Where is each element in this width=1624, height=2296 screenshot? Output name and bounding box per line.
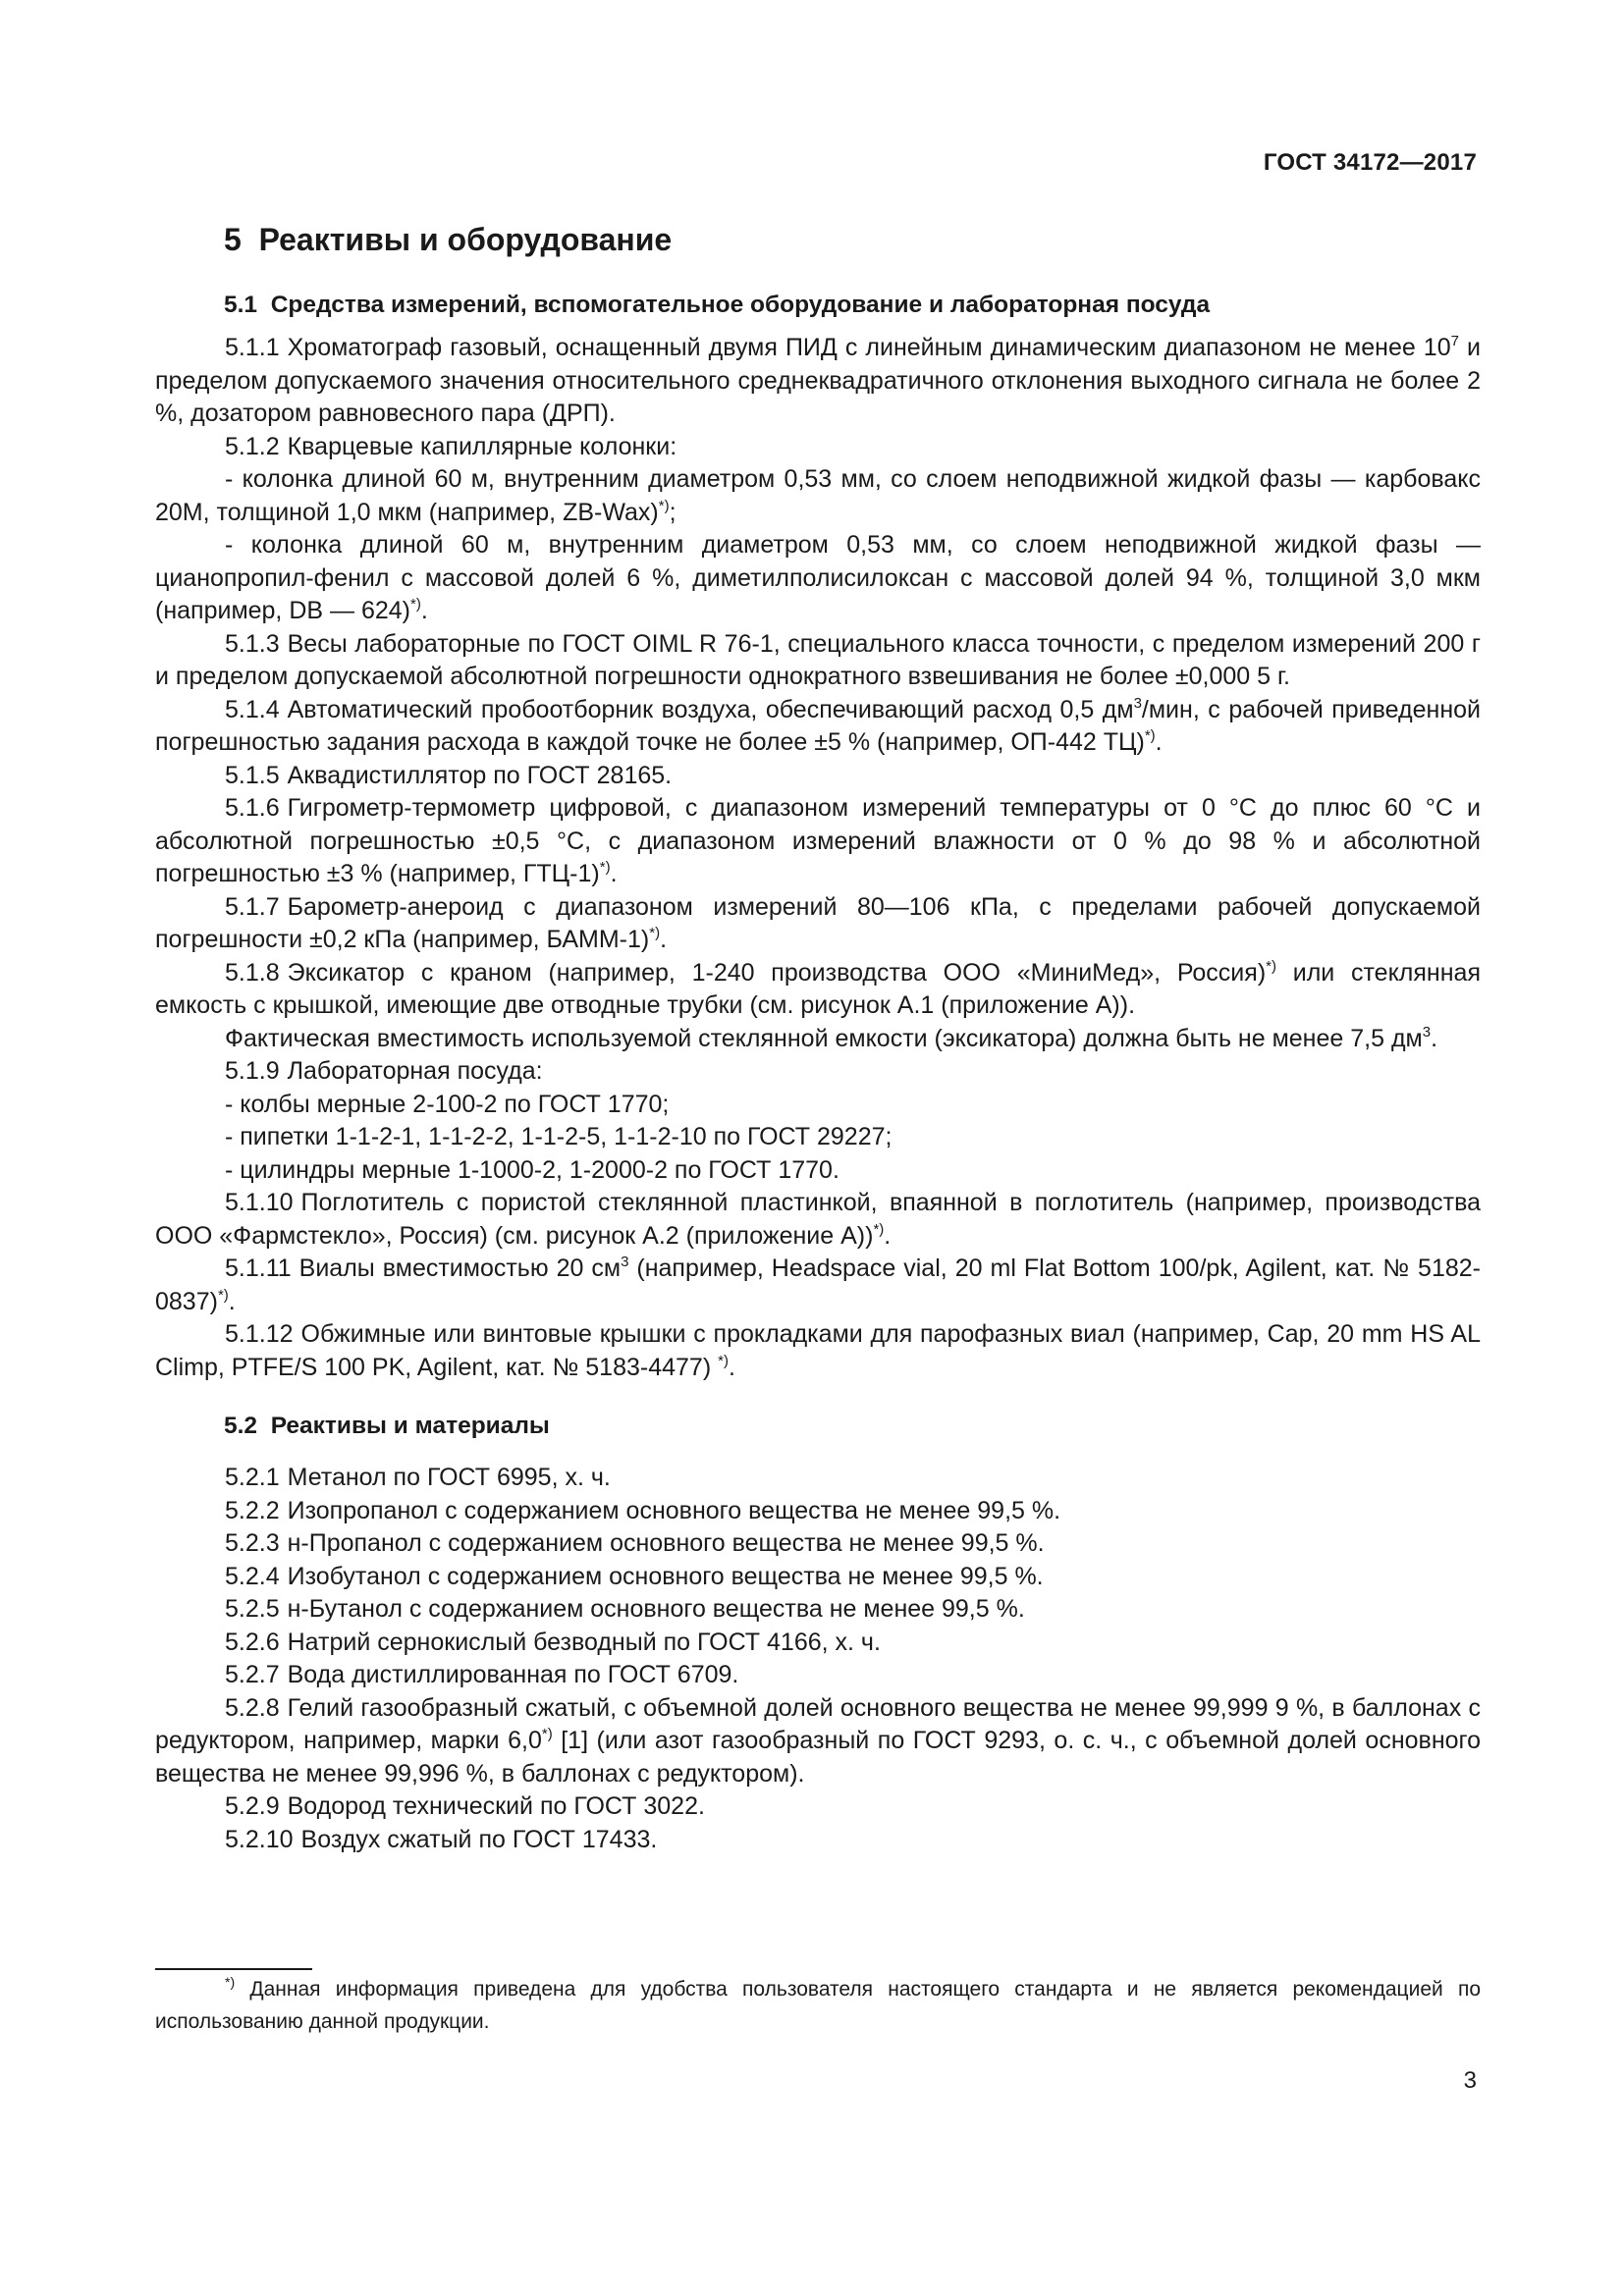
clause-text: Воздух сжатый по ГОСТ 17433. [300,1825,658,1853]
punctuation: . [228,1287,236,1315]
footnote-mark: *) [1266,957,1276,975]
clause-text: Изобутанол с содержанием основного вещества не менее 99,5 %. [287,1562,1044,1590]
clause-text: Обжимные или винтовые крышки с прокладками для парофазных виал (например, Cap, 20 mm HS AL Climp, PTFE/S 100 PK, Agilent, кат. № 5183-4477) [155,1320,1481,1381]
list-item-pipettes [155,1121,1481,1154]
clause-text: Вода дистиллированная по ГОСТ 6709. [287,1661,739,1688]
punctuation: . [660,926,668,953]
clause-text: Кварцевые капиллярные колонки: [287,432,677,460]
clause-text: (например, Headspace vial, 20 ml Flat Bottom 100/pk, Agilent, кат. № 5182-0837) [155,1255,1481,1315]
page-number: 3 [1463,2067,1477,2094]
footnote-mark: *) [873,1220,885,1238]
clause-number: 5.1.2 [225,432,280,460]
clause-5-1-8-note [155,1023,1481,1056]
clause-text: [1] (или азот газообразный по ГОСТ 9293, о. с. ч., с объемной долей основного вещества не менее 99,996 %, в баллонах с редуктором). [155,1727,1481,1788]
clause-5-1-4 [155,694,1481,760]
footnote-divider [155,1968,312,1970]
clause-5-1-10 [155,1187,1481,1253]
clause-text: н-Бутанол с содержанием основного вещества не менее 99,5 %. [287,1595,1025,1623]
clause-number: 5.2.10 [225,1825,294,1853]
section-title: Реактивы и оборудование [258,222,673,257]
clause-5-1-2 [155,431,1481,464]
clause-5-2-6 [155,1627,1481,1660]
clause-5-1-7 [155,891,1481,957]
clause-number: 5.2.6 [225,1628,280,1656]
clause-text: Виалы вместимостью 20 см [298,1255,622,1282]
footnote-mark: *) [410,596,421,613]
clause-text: Весы лабораторные по ГОСТ OIML R 76-1, специального класса точности, с пределом измерений 200 г и пределом допускаемой абсолютной погрешности однократного взвешивания не более ±0,000 5 г. [155,629,1481,690]
clause-text: Лабораторная посуда: [287,1057,543,1085]
footnote-mark: *) [541,1726,553,1742]
superscript: 7 [1450,333,1459,349]
clause-text: Гелий газообразный сжатый, с объемной долей основного вещества не менее 99,999 9 %, в баллонах с редуктором, например, марки 6,0 [155,1693,1481,1754]
clause-5-2-1 [155,1462,1481,1495]
list-item-cylinders [155,1154,1481,1188]
footnote-mark: *) [649,925,661,941]
subsection-number: 5.1 [224,292,258,318]
footnote-mark: *) [599,859,611,876]
clause-5-2-8 [155,1692,1481,1791]
subsection-heading-5-1 [224,289,1481,321]
clause-text: Поглотитель с пористой стеклянной пластинкой, впаянной в поглотитель (например, производства ООО «Фармстекло», Россия) (см. рисунок А.2 (приложение А)) [155,1189,1481,1250]
list-item-flasks [155,1089,1481,1122]
clause-text: /мин, с рабочей приведенной погрешностью задания расхода в каждой точке не более ±5 % (например, ОП-442 ТЦ) [155,695,1481,756]
list-item-text: - колонка длиной 60 м, внутренним диаметром 0,53 мм, со слоем неподвижной жидкой фазы — цианопропил-фенил с массовой долей 6 %, диметилполисилоксан с массовой долей 94 %, толщиной 3,0 мкм (например, DB — 624) [155,531,1481,624]
clause-number: 5.2.3 [225,1529,280,1557]
clause-number: 5.2.8 [225,1693,280,1722]
footnote-text: Данная информация приведена для удобства пользователя настоящего стандарта и не является рекомендацией по использованию данной продукции. [155,1978,1481,2033]
clause-number: 5.2.4 [225,1562,280,1590]
footnote-mark: *) [718,1352,729,1369]
superscript: 3 [621,1254,629,1270]
footnote-mark: *) [217,1286,229,1304]
clause-5-1-3 [155,628,1481,694]
superscript: 3 [1422,1023,1432,1041]
punctuation: . [728,1353,735,1381]
clause-number: 5.2.1 [225,1464,280,1491]
clause-text: н-Пропанол с содержанием основного вещества не менее 99,5 %. [287,1529,1045,1557]
footnote-mark: *) [1144,727,1156,744]
clause-number: 5.2.5 [225,1595,280,1623]
list-item-text: - цилиндры мерные 1-1000-2, 1-2000-2 по ГОСТ 1770. [225,1155,839,1184]
clause-5-1-8 [155,957,1481,1023]
clause-number: 5.2.7 [225,1661,280,1688]
clause-5-2-10 [155,1824,1481,1857]
list-item-text: - пипетки 1-1-2-1, 1-1-2-2, 1-1-2-5, 1-1-2-10 по ГОСТ 29227; [225,1123,893,1150]
clause-number: 5.1.1 [225,334,280,361]
clause-5-1-9 [155,1055,1481,1089]
clause-text: Аквадистиллятор по ГОСТ 28165. [287,761,673,789]
clause-number: 5.2.9 [225,1792,280,1820]
footnote [155,1973,1481,2038]
clause-number: 5.1.5 [225,761,280,789]
clause-text: и пределом допускаемого значения относительного среднеквадратичного отклонения выходного сигнала не более 2 %, дозатором равновесного пара (ДРП). [155,334,1481,427]
clause-text: Гигрометр-термометр цифровой, с диапазоном измерений температуры от 0 °С до плюс 60 °С и абсолютной погрешностью ±0,5 °С, с диапазоном измерений влажности от 0 % до 98 % и абсолютной погрешностью ±3 % (например, ГТЦ-1) [155,794,1481,887]
clause-text: Эксикатор с краном (например, 1-240 производства ООО «МиниМед», Россия) [287,958,1267,987]
list-item-column-1 [155,463,1481,529]
clause-text: Автоматический пробоотборник воздуха, обеспечивающий расход 0,5 дм [287,695,1134,723]
clause-number: 5.1.12 [225,1320,294,1348]
document-body [155,220,1481,1856]
punctuation: . [420,597,428,624]
section-number: 5 [224,222,242,257]
clause-text: Водород технический по ГОСТ 3022. [287,1792,705,1820]
punctuation: . [884,1221,892,1250]
clause-5-2-5 [155,1593,1481,1627]
clause-number: 5.1.10 [225,1189,294,1216]
footnote-mark: *) [225,1974,236,1990]
footnote-mark: *) [658,497,670,514]
clause-number: 5.1.6 [225,794,280,822]
clause-5-2-2 [155,1495,1481,1528]
clause-5-1-1 [155,332,1481,431]
clause-5-2-3 [155,1527,1481,1561]
section-heading [224,220,1481,259]
clause-text: Изопропанол с содержанием основного вещества не менее 99,5 %. [287,1496,1061,1524]
clause-5-1-11 [155,1253,1481,1318]
clause-number: 5.1.9 [225,1057,280,1085]
punctuation: . [610,860,618,887]
clause-5-1-5 [155,760,1481,793]
clause-5-1-12 [155,1318,1481,1384]
document-id-header: ГОСТ 34172—2017 [1263,149,1477,176]
subsection-title: Средства измерений, вспомогательное оборудование и лабораторная посуда [270,292,1211,318]
clause-text: Натрий сернокислый безводный по ГОСТ 4166, х. ч. [287,1628,881,1656]
list-item-text: - колбы мерные 2-100-2 по ГОСТ 1770; [225,1090,670,1118]
clause-text: Метанол по ГОСТ 6995, х. ч. [287,1464,611,1491]
clause-5-2-7 [155,1659,1481,1692]
subsection-heading-5-2 [224,1410,1481,1442]
clause-text: Хроматограф газовый, оснащенный двумя ПИД с линейным динамическим диапазоном не менее 10 [287,334,1451,361]
clause-5-2-9 [155,1790,1481,1824]
punctuation: . [1431,1024,1438,1052]
list-item-column-2 [155,529,1481,628]
subsection-title: Реактивы и материалы [270,1413,550,1439]
clause-5-1-6 [155,792,1481,891]
clause-text: Фактическая вместимость используемой стеклянной емкости (эксикатора) должна быть не менее 7,5 дм [225,1024,1423,1052]
clause-number: 5.1.11 [225,1255,292,1282]
punctuation: ; [669,498,677,526]
clause-number: 5.1.3 [225,629,280,658]
clause-text: или стеклянная емкость с крышкой, имеющие две отводные трубки (см. рисунок А.1 (приложение А)). [155,958,1481,1019]
list-item-text: - колонка длиной 60 м, внутренним диаметром 0,53 мм, со слоем неподвижной жидкой фазы — карбовакс 20М, толщиной 1,0 мкм (например, ZB-Wax) [155,465,1481,526]
clause-number: 5.2.2 [225,1496,280,1524]
subsection-number: 5.2 [224,1413,258,1439]
superscript: 3 [1133,694,1142,712]
clause-5-2-4 [155,1561,1481,1594]
punctuation: . [1155,728,1163,756]
clause-number: 5.1.7 [225,892,280,921]
clause-number: 5.1.4 [225,695,280,723]
clause-number: 5.1.8 [225,958,280,987]
clause-text: Барометр-анероид с диапазоном измерений 80—106 кПа, с пределами рабочей допускаемой погрешности ±0,2 кПа (например, БАММ-1) [155,892,1481,953]
